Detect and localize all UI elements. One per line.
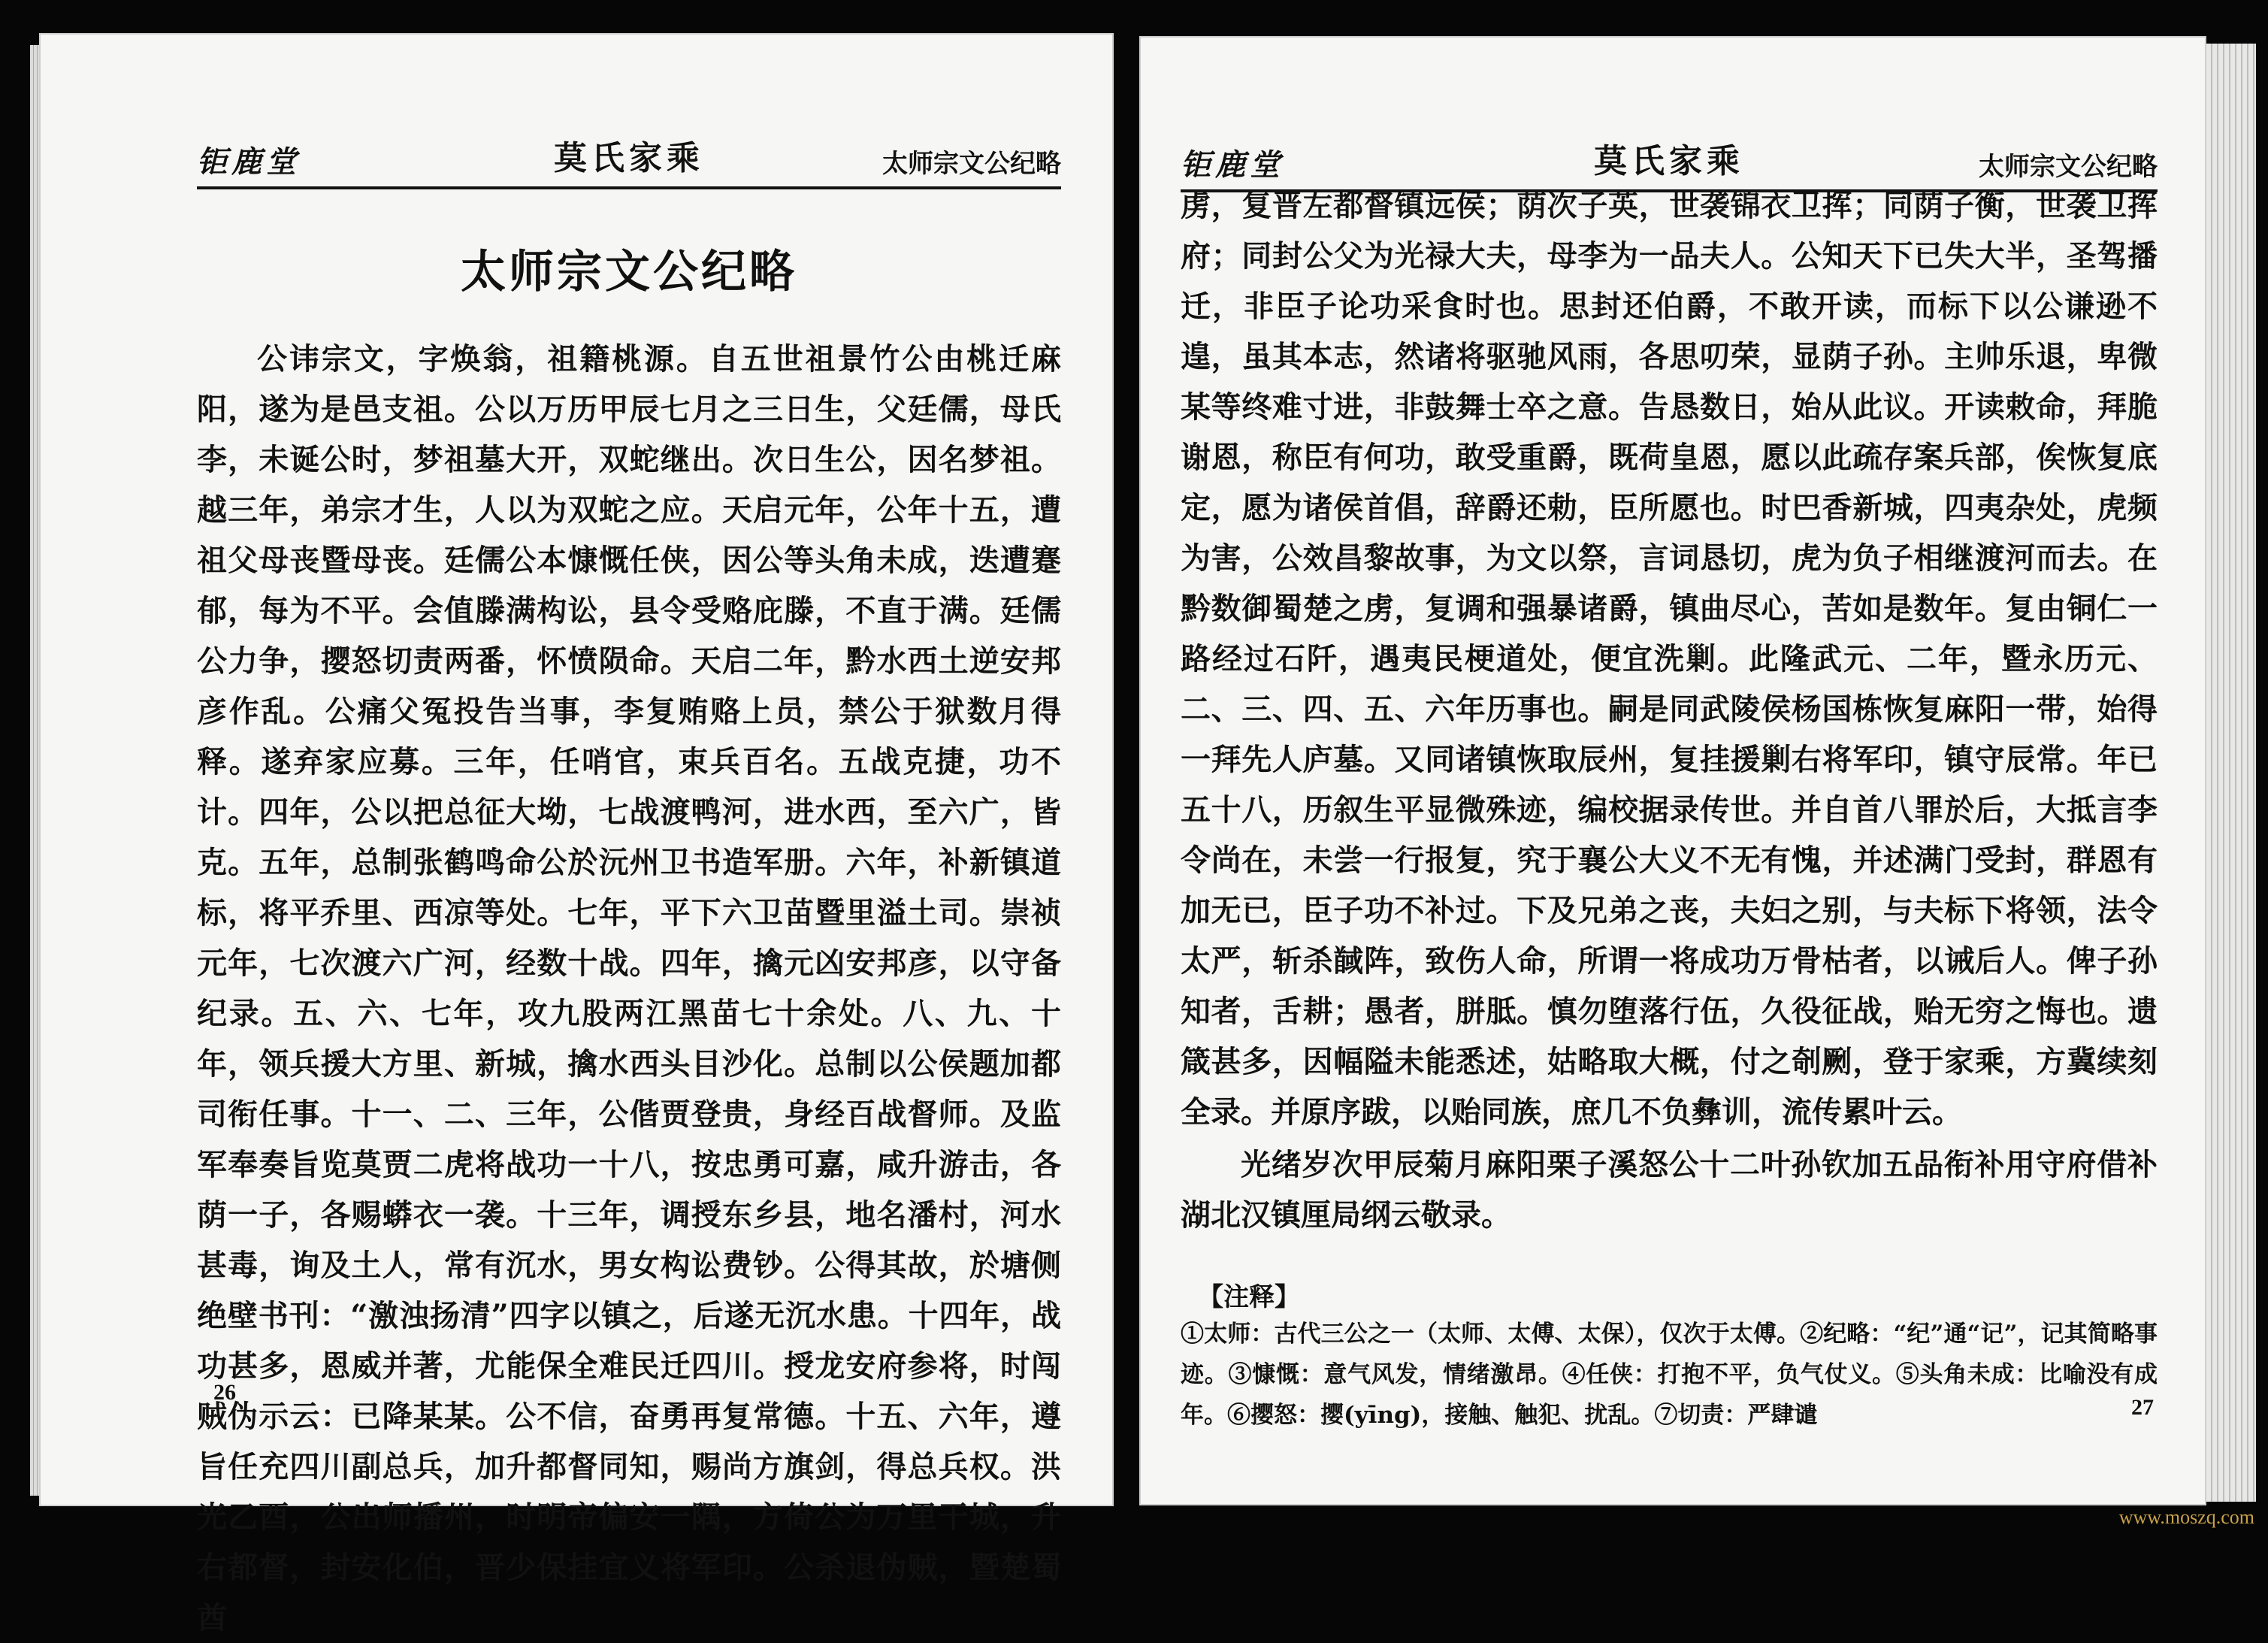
notes-heading: 【注释】 — [1198, 1282, 1300, 1312]
left-body-text — [197, 334, 1061, 1643]
header-book-title: 莫氏家乘 — [554, 139, 704, 177]
right-body-text — [1181, 180, 2158, 1137]
right-page — [1139, 36, 2206, 1505]
right-paragraph: 虏，复晋左都督镇远侯；荫次子英，世袭锦衣卫挥；同荫子衡，世袭卫挥府；同封公父为光禄大夫，母李为一品夫人。公知天下已失大半，圣驾播迁，非臣子论功采食时也。思封还伯爵，不敢开读，而标下以公谦逊不遑，虽其本志，然诸将驱驰风雨，各思叨荣，显荫子孙。主帅乐退，卑微某等终难寸进，非鼓舞士卒之意。告恳数日，始从此议。开读敕命，拜脆谢恩，称臣有何功，敢受重爵，既荷皇恩，愿以此疏存案兵部，俟恢复底定，愿为诸侯首倡，辞爵还勅，臣所愿也。时巴香新城，四夷杂处，虎频为害，公效昌黎故事，为文以祭，言词恳切，虎为负子相继渡河而去。在黔数御蜀楚之虏，复调和强暴诸爵，镇曲尽心，苦如是数年。复由铜仁一路经过石阡，遇夷民梗道处，便宜洗剿。此隆武元、二年，暨永历元、二、三、四、五、六年历事也。嗣是同武陵侯杨国栋恢复麻阳一带，始得一拜先人庐墓。又同诸镇恢取辰州，复挂援剿右将军印，镇守辰常。年已五十八，历叙生平显微殊迹，编校据录传世。并自首八罪於后，大抵言李令尚在，未尝一行报复，究于襄公大义不无有愧，并述满门受封，群恩有加无已，臣子功不补过。下及兄弟之丧，夫妇之别，与夫标下将领，法令太严，斩杀馘阵，致伤人命，所谓一将成功万骨枯者，以诫后人。俾子孙知者，舌耕；愚者，胼胝。慎勿堕落行伍，久役征战，贻无穷之悔也。遗箴甚多，因幅隘未能悉述，姑略取大概，付之剞劂，登于家乘，方冀续刻全录。并原序跋，以贻同族，庶几不负彝训，流传累叶云。 — [1181, 188, 2158, 1130]
site-watermark: www.moszq.com — [2118, 1506, 2254, 1528]
header-section-title: 太师宗文公纪略 — [882, 149, 1061, 179]
header-hall-name: 钜鹿堂 — [1181, 147, 1284, 183]
annotation-notes: ①太师：古代三公之一（太师、太傅、太保），仅次于太傅。②纪略：“纪”通“记”，记其简略事迹。③慷慨：意气风发，情绪激昂。④任侠：打抱不平，负气仗义。⑤头角未成：比喻没有成年。⑥撄怒：撄(yīng)，接触、触犯、扰乱。⑦切责：严肆谴 — [1181, 1321, 2158, 1429]
page-number-left: 26 — [213, 1380, 236, 1405]
header-section-title: 太师宗文公纪略 — [1979, 152, 2158, 182]
header-hall-name: 钜鹿堂 — [197, 144, 301, 180]
transcriber-signature: 光绪岁次甲辰菊月麻阳栗子溪怒公十二叶孙钦加五品衔补用守府借补湖北汉镇厘局纲云敬录。 — [1181, 1147, 2158, 1233]
page-header — [197, 108, 1061, 191]
chapter-title: 太师宗文公纪略 — [461, 246, 797, 298]
page-edges-right — [2206, 44, 2256, 1502]
header-book-title: 莫氏家乘 — [1594, 142, 1744, 180]
page-number-right: 27 — [2131, 1395, 2154, 1420]
left-page — [39, 33, 1114, 1635]
header-rule — [197, 186, 1061, 189]
left-paragraph: 公讳宗文，字焕翁，祖籍桃源。自五世祖景竹公由桃迁麻阳，遂为是邑支祖。公以万历甲辰七月之三日生，父廷儒，母氏李，未诞公时，梦祖墓大开，双蛇继出。次日生公，因名梦祖。越三年，弟宗才生，人以为双蛇之应。天启元年，公年十五，遭祖父母丧暨母丧。廷儒公本慷慨任侠，因公等头角未成，迭遭蹇郁，每为不平。会值滕满构讼，县令受赂庇滕，不直于满。廷儒公力争，撄怒切责两番，怀愤陨命。天启二年，黔水西土逆安邦彦作乱。公痛父冤投告当事，李复贿赂上员，禁公于狱数月得释。遂弃家应募。三年，任哨官，束兵百名。五战克捷，功不计。四年，公以把总征大坳，七战渡鸭河，进水西，至六广，皆克。五年，总制张鹤鸣命公於沅州卫书造军册。六年，补新镇道标，将平乔里、西凉等处。七年，平下六卫苗暨里溢土司。崇祯元年，七次渡六广河，经数十战。四年，擒元凶安邦彦，以守备纪录。五、六、七年，攻九股两江黑苗七十余处。八、九、十年，领兵援大方里、新城，擒水西头目沙化。总制以公侯题加都司衔任事。十一、二、三年，公偕贾登贵，身经百战督师。及监军奉奏旨览莫贾二虎将战功一十八，按忠勇可嘉，咸升游击，各荫一子，各赐蟒衣一袭。十三年，调授东乡县，地名潘村，河水甚毒，询及土人，常有沉水，男女构讼费钞。公得其故，於塘侧绝壁书刊：“激浊扬清”四字以镇之，后遂无沉水患。十四年，战功甚多，恩威并著，尤能保全难民迁四川。授龙安府参将，时闯贼伪示云：已降某某。公不信，奋勇再复常德。十五、六年，遵旨任充四川副总兵，加升都督同知，赐尚方旗剑，得总兵权。洪光乙酉，公出师播州，时明帝偏安一隅，方倚公为万里干城，升右都督，封安化伯，晋少保挂宜义将军印。公杀退伪贼，暨楚蜀酋 — [197, 341, 1061, 1635]
